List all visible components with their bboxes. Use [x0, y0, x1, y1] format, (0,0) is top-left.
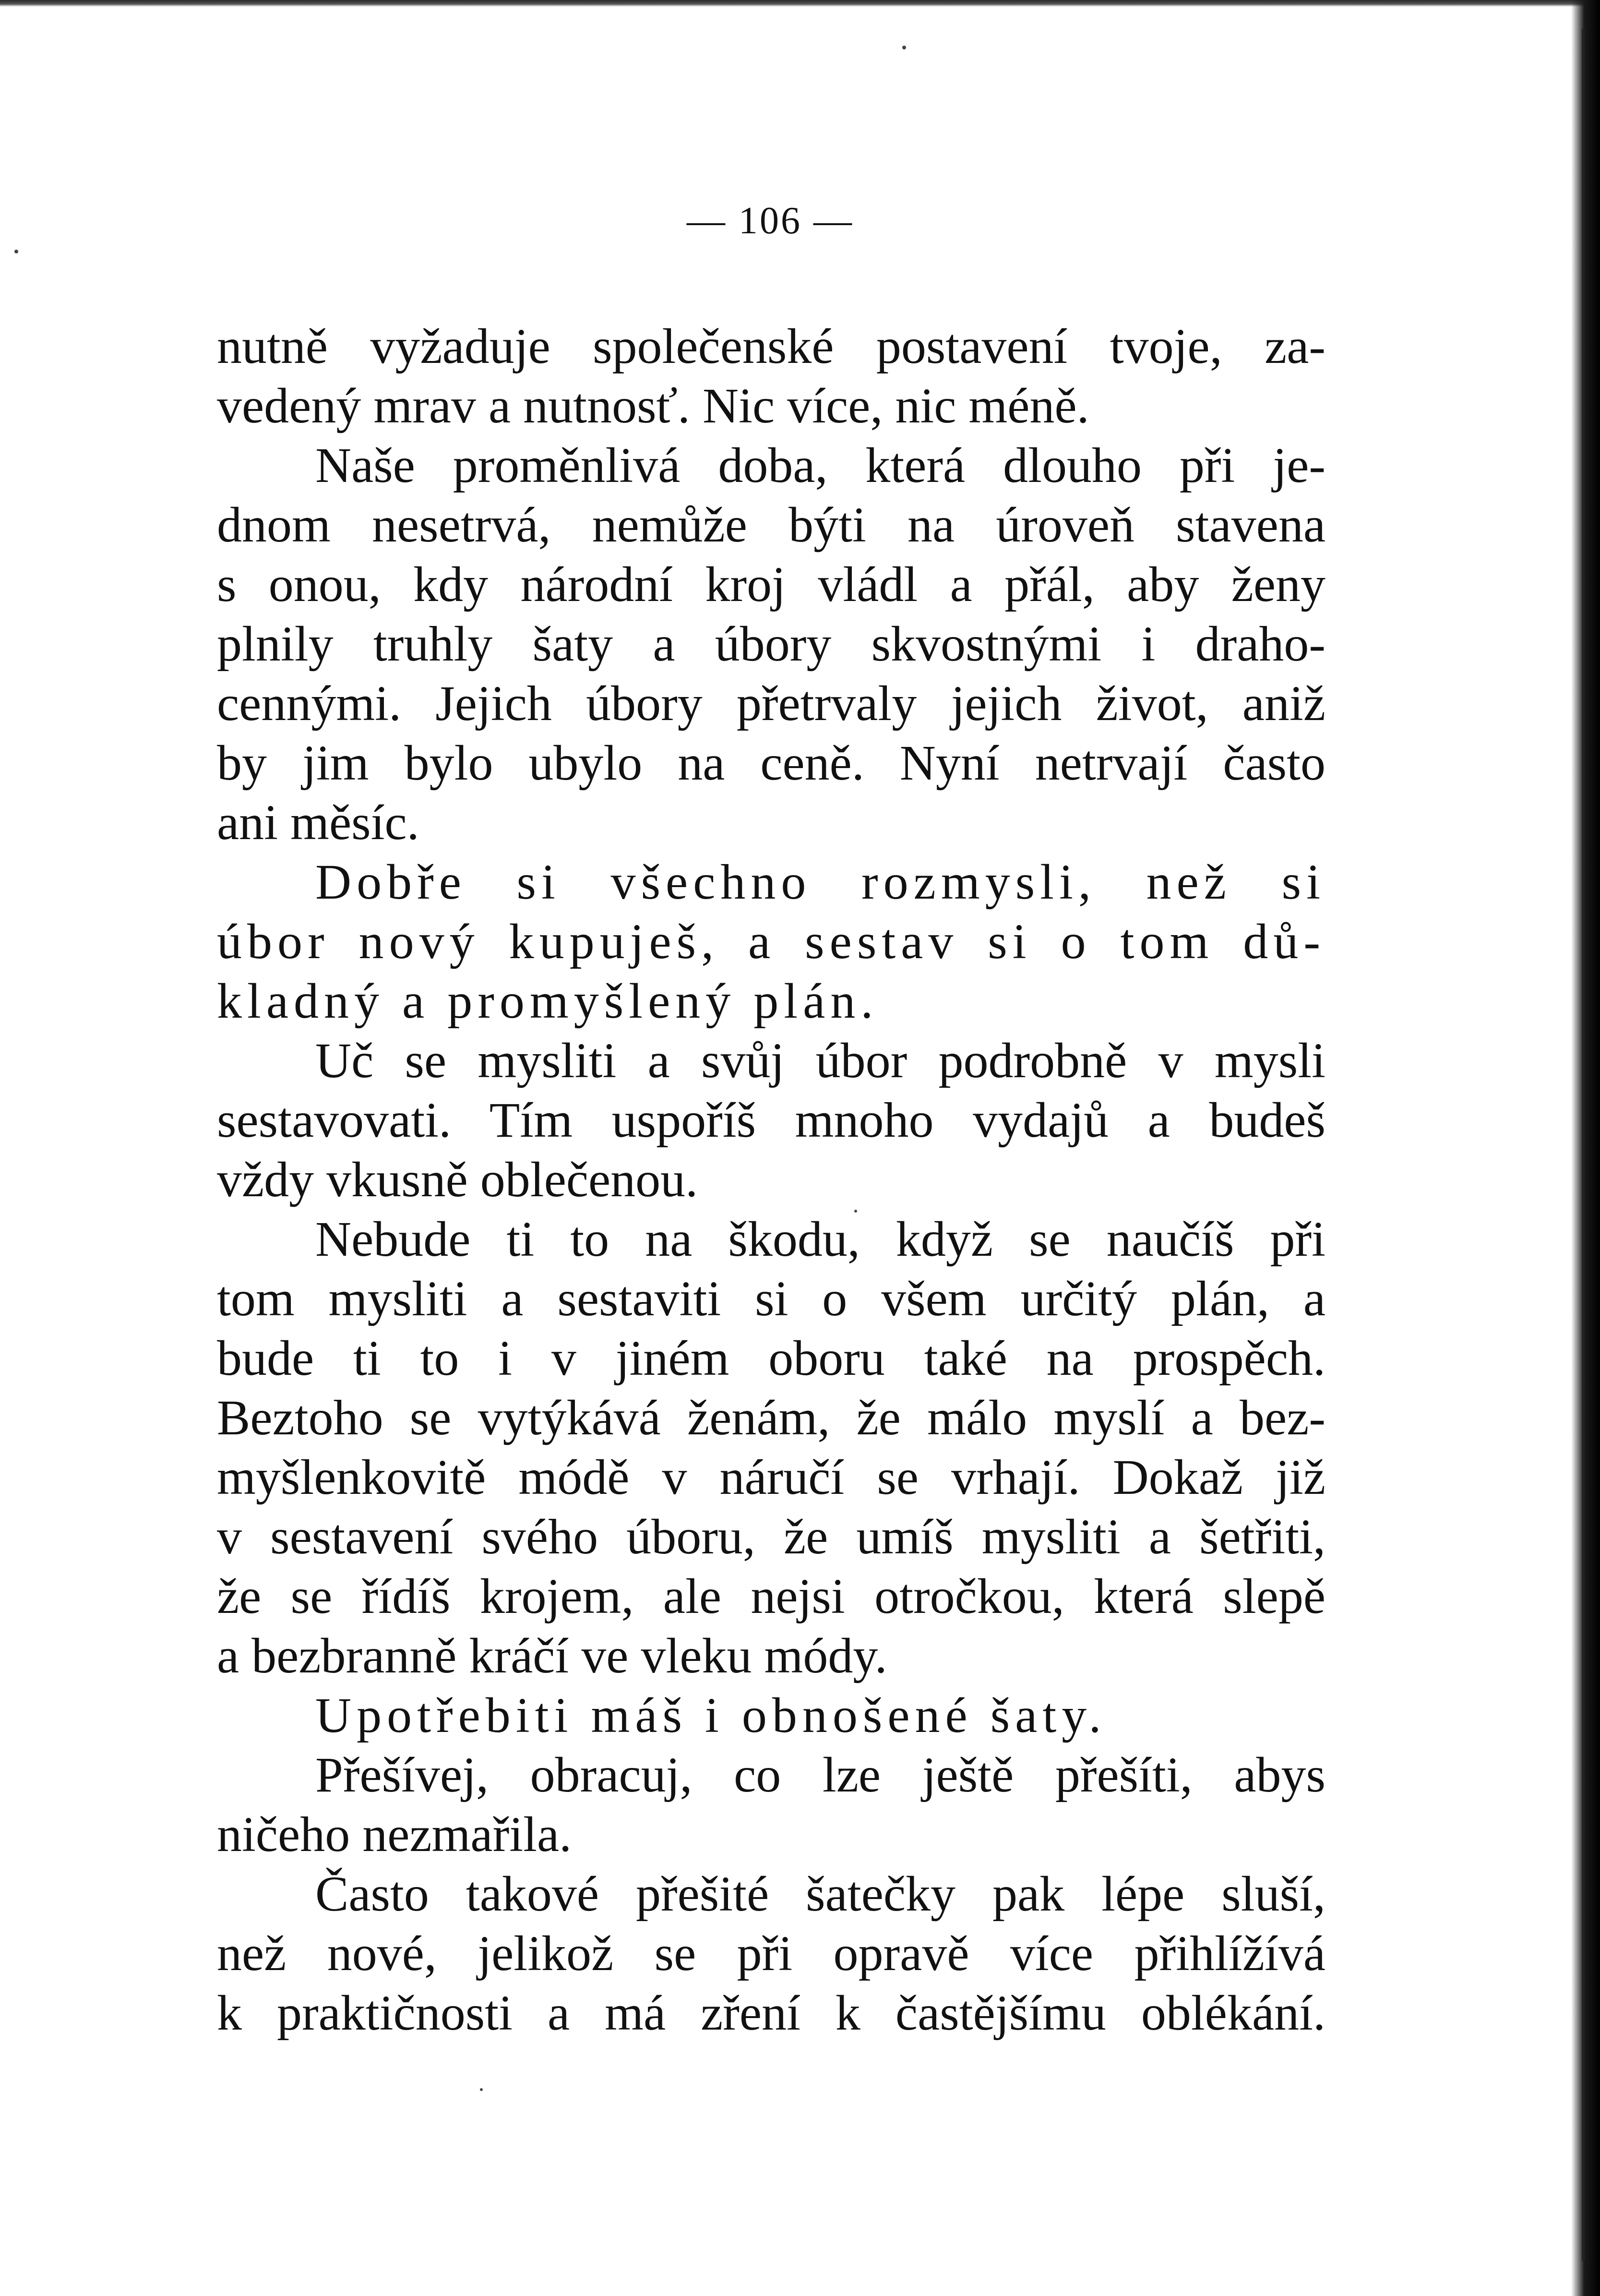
text-line: Často takové přešité šatečky pak lépe sluší,	[315, 1866, 1325, 1922]
scan-speck	[480, 2088, 483, 2091]
text-line-spaced: úbor nový kupuješ, a sestav si o tom dů-	[217, 914, 1325, 969]
paragraph	[217, 1210, 1325, 1686]
text-line: dnom nesetrvá, nemůže býti na úroveň stavena	[217, 497, 1325, 553]
text-line: a bezbranně kráčí ve vleku módy.	[217, 1628, 887, 1683]
text-line: plnily truhly šaty a úbory skvostnými i draho-	[217, 616, 1325, 672]
text-line: myšlenkovitě módě v náručí se vrhají. Dokaž již	[217, 1450, 1325, 1505]
paragraph	[217, 1031, 1325, 1210]
scan-speck	[14, 250, 18, 253]
paragraph	[217, 317, 1325, 436]
text-line: v sestavení svého úboru, že umíš mysliti a šetřiti,	[217, 1509, 1325, 1564]
paragraph	[217, 436, 1325, 853]
text-line: vedený mrav a nutnosť. Nic více, nic méně.	[217, 378, 1089, 433]
page-top-edge	[0, 0, 1600, 7]
paragraph-emphasized	[217, 1686, 1325, 1745]
text-line: Beztoho se vytýkává ženám, že málo myslí a bez-	[217, 1390, 1325, 1445]
text-line: ničeho nezmařila.	[217, 1807, 572, 1862]
text-line: než nové, jelikož se při opravě více přihlížívá	[217, 1926, 1325, 1981]
page-number: — 106 —	[687, 200, 854, 242]
text-line: sestavovati. Tím uspoříš mnoho vydajů a budeš	[217, 1093, 1325, 1148]
text-line: tom mysliti a sestaviti si o všem určitý plán, a	[217, 1271, 1325, 1326]
text-line: s onou, kdy národní kroj vládl a přál, aby ženy	[217, 557, 1325, 612]
text-line: nutně vyžaduje společenské postavení tvoje, za-	[217, 319, 1325, 374]
text-line: že se řídíš krojem, ale nejsi otročkou, která slepě	[217, 1569, 1325, 1624]
text-line: Nebude ti to na škodu, když se naučíš při	[315, 1212, 1325, 1267]
text-line: bude ti to i v jiném oboru také na prospěch.	[217, 1331, 1325, 1386]
paragraph-emphasized	[217, 853, 1325, 1031]
text-line-spaced: Upotřebiti máš i obnošené šaty.	[315, 1688, 1107, 1743]
text-line-spaced: Dobře si všechno rozmysli, než si	[315, 854, 1325, 910]
text-line-spaced: kladný a promyšlený plán.	[217, 974, 879, 1029]
page-binding-line	[1582, 29, 1585, 2261]
page-right-edge-shadow	[1571, 0, 1600, 2296]
text-line: Uč se mysliti a svůj úbor podrobně v mysli	[315, 1033, 1325, 1088]
scan-speck	[902, 46, 906, 49]
text-line: by jim bylo ubylo na ceně. Nyní netrvají často	[217, 735, 1325, 791]
page-body-text	[217, 317, 1325, 2043]
text-line: ani měsíc.	[217, 795, 419, 850]
text-line: cennými. Jejich úbory přetrvaly jejich život, aniž	[217, 676, 1325, 731]
text-line: k praktičnosti a má zření k častějšímu oblékání.	[217, 1985, 1325, 2041]
text-line: Přešívej, obracuj, co lze ještě přešíti, abys	[315, 1747, 1325, 1803]
paragraph	[217, 1864, 1325, 2043]
paragraph	[217, 1745, 1325, 1864]
text-line: vždy vkusně oblečenou.	[217, 1152, 698, 1207]
text-line: Naše proměnlivá doba, která dlouho při je-	[315, 438, 1325, 493]
